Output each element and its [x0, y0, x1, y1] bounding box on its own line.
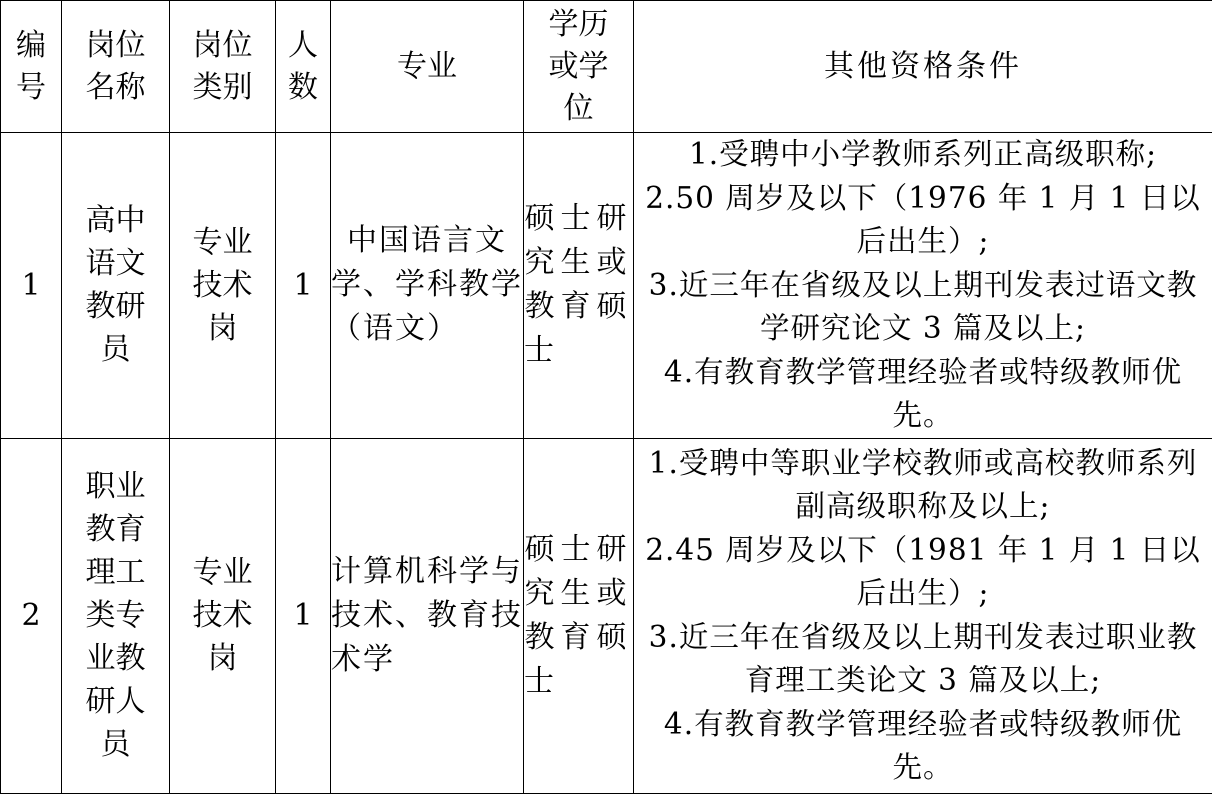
row-conditions — [634, 133, 1212, 439]
header-post-name: 岗位 名称 — [62, 1, 170, 133]
header-count: 人 数 — [276, 1, 331, 133]
row-degree: 硕士研究生或教育硕士 — [524, 133, 634, 439]
condition-item: 3.近三年在省级及以上期刊发表过语文教学研究论文 3 篇及以上; — [634, 264, 1212, 351]
row-count: 1 — [276, 438, 331, 793]
header-major: 专业 — [331, 1, 524, 133]
row-post-category: 专业 技术 岗 — [170, 133, 276, 439]
row-major: 计算机科学与技术、教育技术学 — [331, 438, 524, 793]
table-row — [1, 438, 1212, 793]
row-count: 1 — [276, 133, 331, 439]
row-no: 1 — [1, 133, 62, 439]
condition-item: 2.50 周岁及以下（1976 年 1 月 1 日以后出生）; — [634, 177, 1212, 264]
header-no: 编 号 — [1, 1, 62, 133]
condition-item: 4.有教育教学管理经验者或特级教师优先。 — [634, 351, 1212, 438]
row-degree: 硕士研究生或教育硕士 — [524, 438, 634, 793]
condition-item: 1.受聘中等职业学校教师或高校教师系列副高级职称及以上; — [634, 442, 1212, 529]
row-post-category: 专业 技术 岗 — [170, 438, 276, 793]
row-post-name: 职业 教育 理工 类专 业教 研人 员 — [62, 438, 170, 793]
condition-item: 4.有教育教学管理经验者或特级教师优先。 — [634, 703, 1212, 790]
condition-item: 3.近三年在省级及以上期刊发表过职业教育理工类论文 3 篇及以上; — [634, 616, 1212, 703]
table-row — [1, 133, 1212, 439]
header-degree: 学历 或学 位 — [524, 1, 634, 133]
row-conditions — [634, 438, 1212, 793]
condition-item: 2.45 周岁及以下（1981 年 1 月 1 日以后出生）; — [634, 529, 1212, 616]
header-conditions: 其他资格条件 — [634, 1, 1212, 133]
condition-item: 1.受聘中小学教师系列正高级职称; — [634, 133, 1212, 177]
header-post-category: 岗位 类别 — [170, 1, 276, 133]
row-post-name: 高中 语文 教研 员 — [62, 133, 170, 439]
row-major: 中国语言文学、学科教学（语文） — [331, 133, 524, 439]
row-no: 2 — [1, 438, 62, 793]
header-row — [1, 1, 1212, 133]
